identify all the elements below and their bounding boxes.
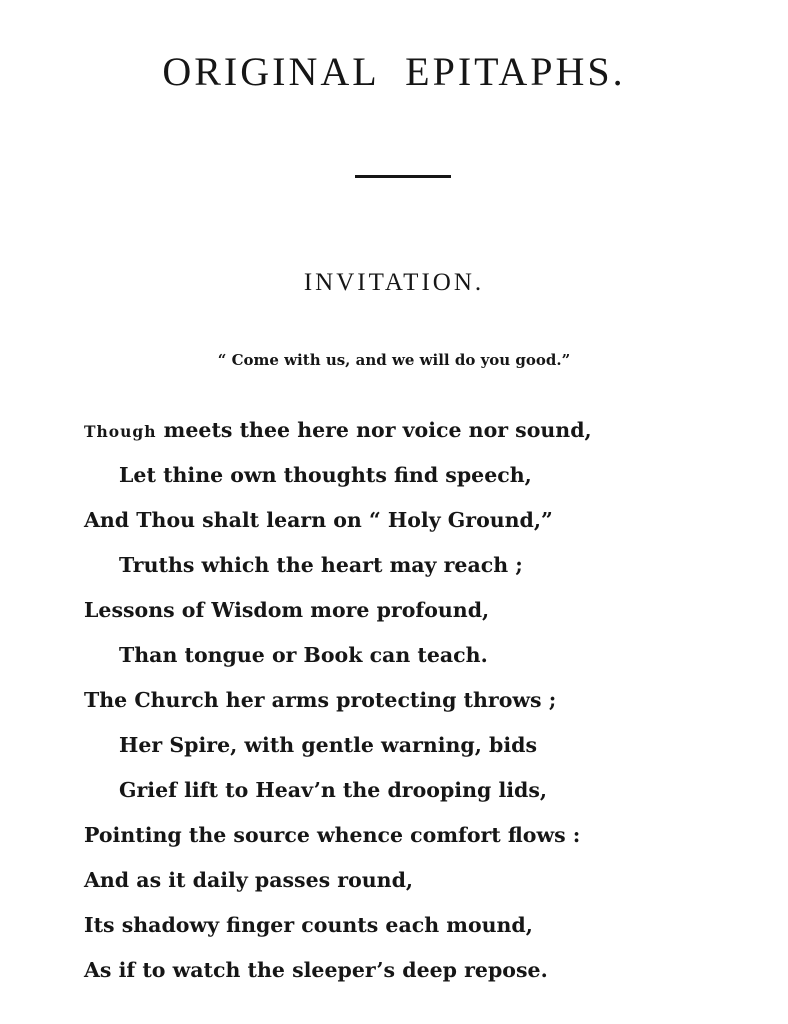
small-caps-lead: Though xyxy=(84,422,157,441)
poem-body xyxy=(84,408,764,993)
poem-line: Lessons of Wisdom more profound, xyxy=(84,598,490,622)
poem-line: Let thine own thoughts find speech, xyxy=(119,463,532,487)
poem-line: And as it daily passes round, xyxy=(84,868,414,892)
poem-line: Her Spire, with gentle warning, bids xyxy=(119,733,537,757)
poem-line: The Church her arms protecting throws ; xyxy=(84,688,557,712)
title-divider xyxy=(355,175,451,178)
poem-line: Its shadowy finger counts each mound, xyxy=(84,913,533,937)
poem-line: Though meets thee here nor voice nor sound, xyxy=(84,418,592,442)
poem-line: Grief lift to Heav’n the drooping lids, xyxy=(119,778,548,802)
poem-line: As if to watch the sleeper’s deep repose. xyxy=(84,958,548,982)
poem-title: INVITATION. xyxy=(303,269,485,296)
poem-line: Truths which the heart may reach ; xyxy=(119,553,523,577)
epigraph: “ Come with us, and we will do you good.” xyxy=(217,351,571,369)
page-title: ORIGINAL EPITAPHS. xyxy=(162,49,626,94)
poem-line: And Thou shalt learn on “ Holy Ground,” xyxy=(84,508,553,532)
poem-line: Than tongue or Book can teach. xyxy=(119,643,488,667)
poem-line: Pointing the source whence comfort flows : xyxy=(84,823,581,847)
